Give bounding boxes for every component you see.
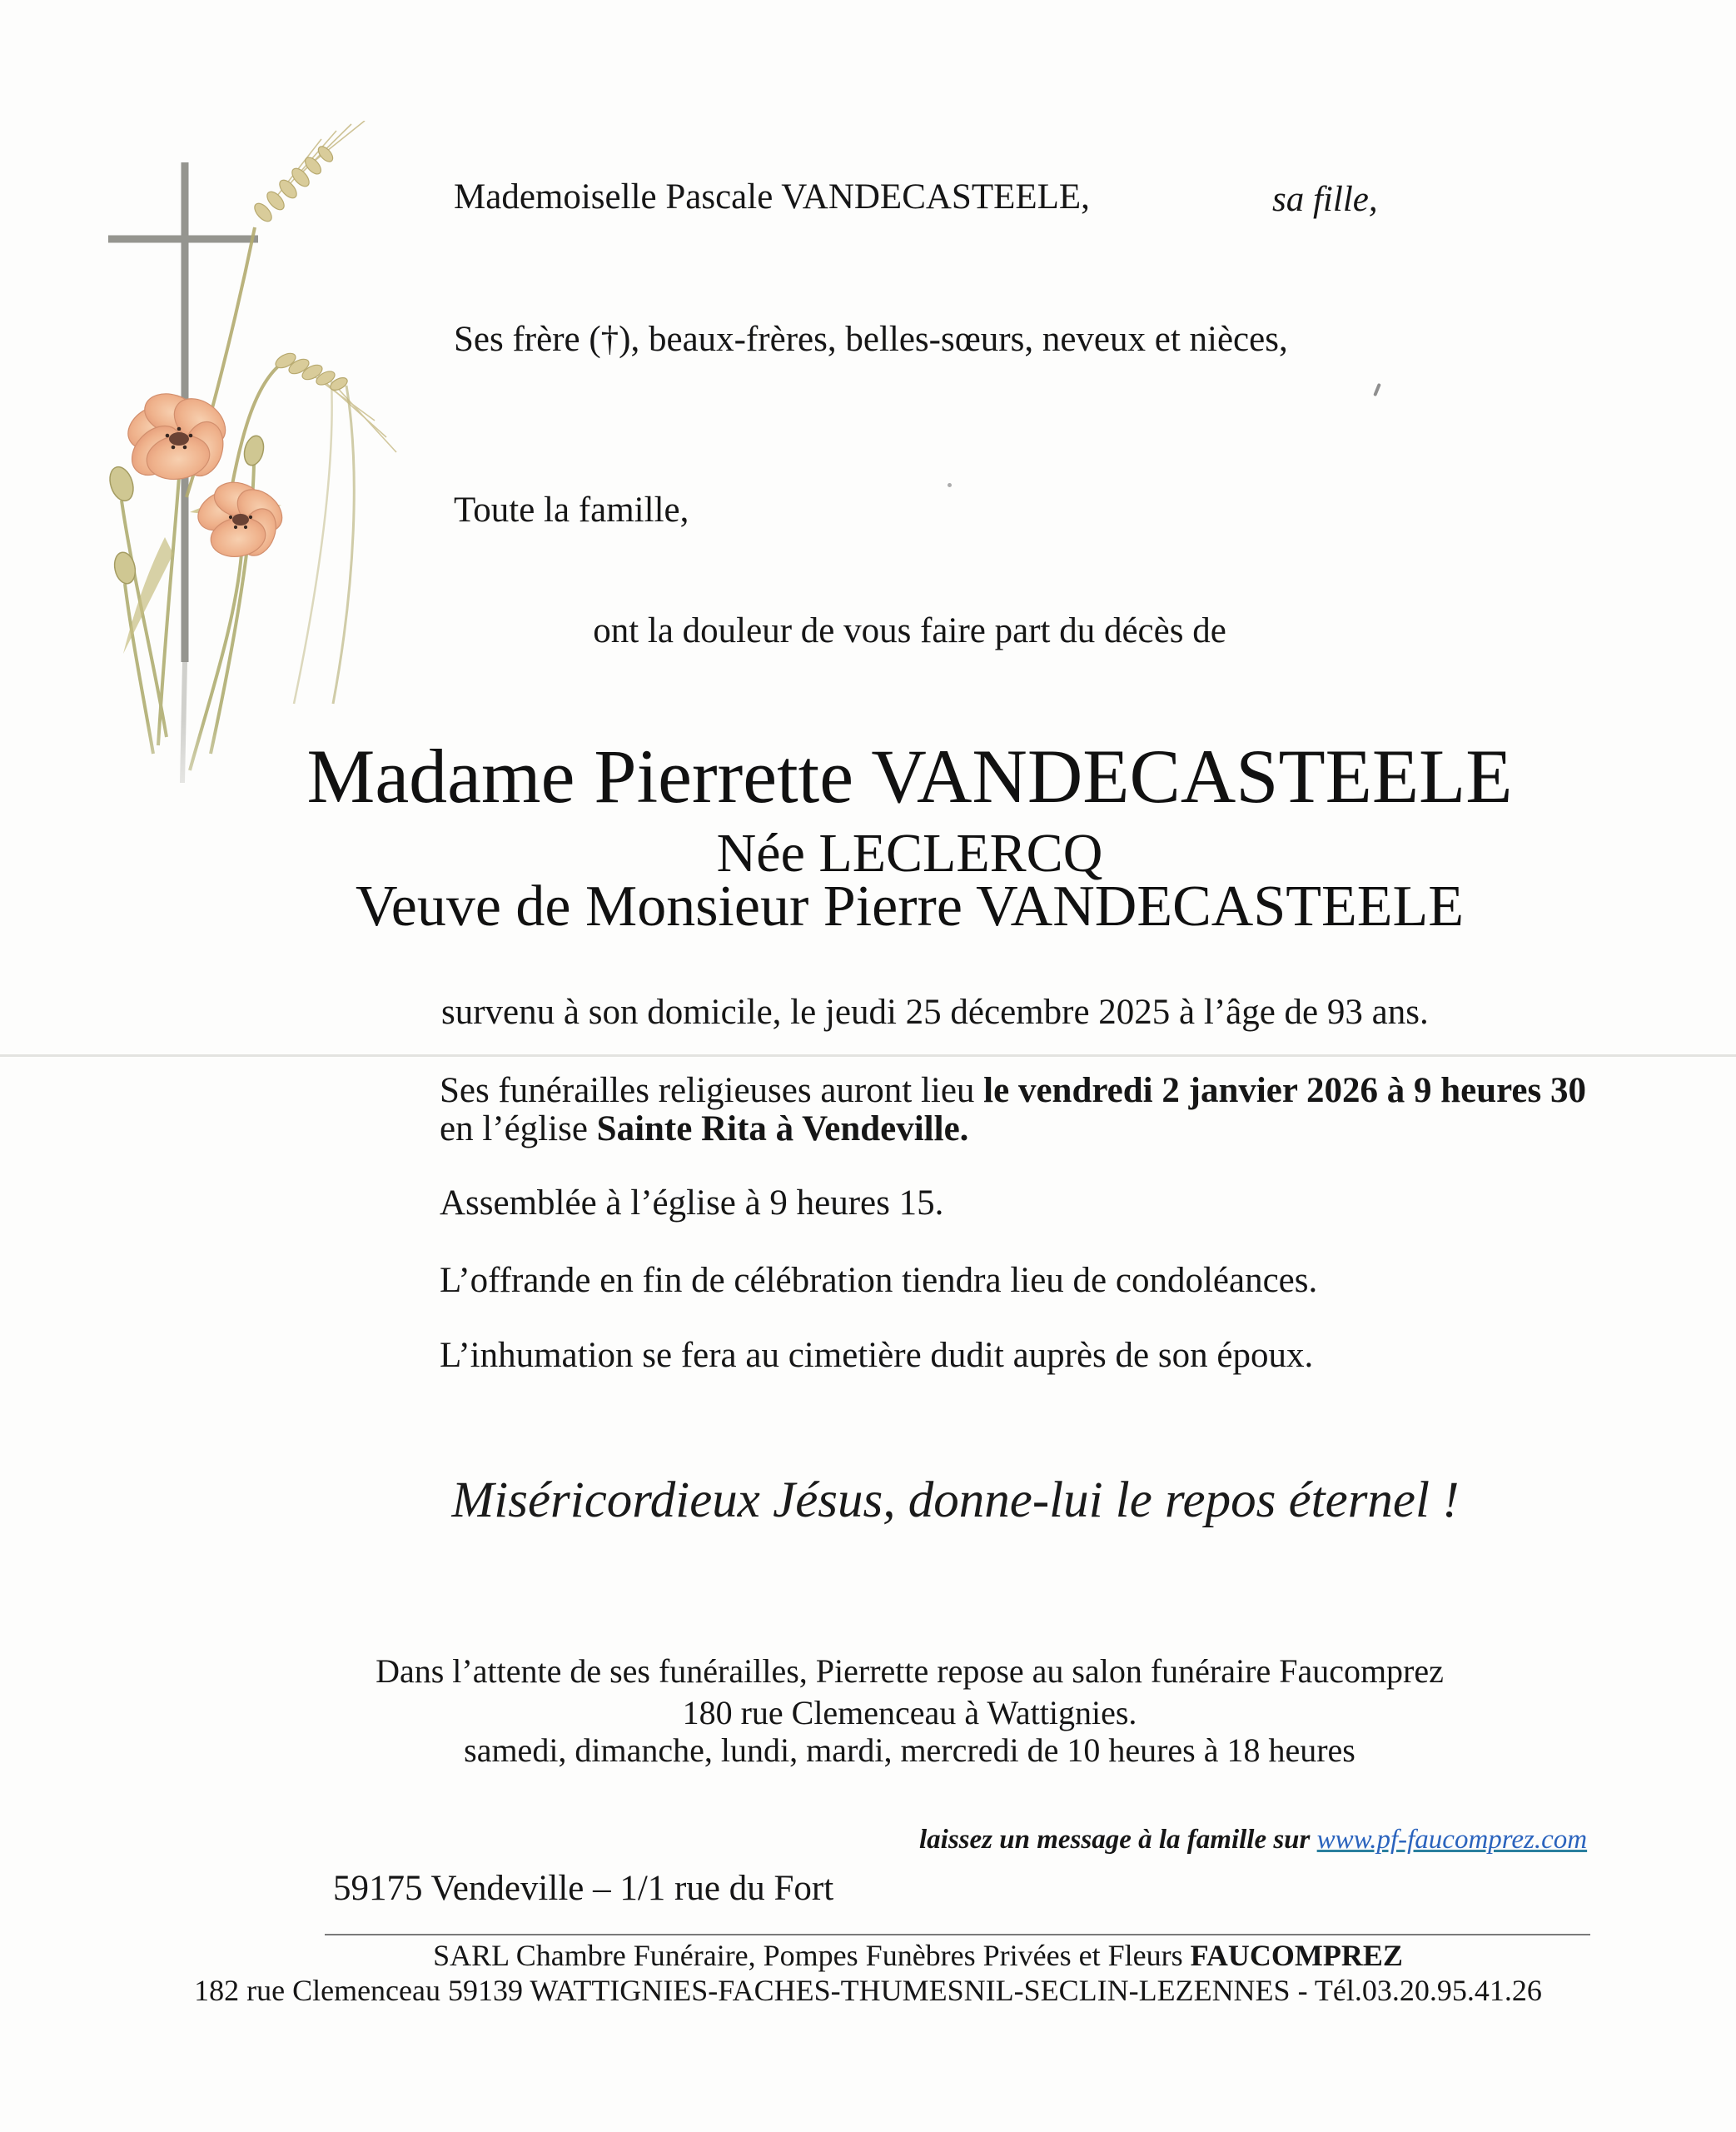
poppy-flower-icon [192,477,291,560]
family-message-link[interactable]: www.pf-faucomprez.com [1316,1825,1588,1855]
scan-fold-line [0,1054,1736,1057]
widow-line: Veuve de Monsieur Pierre VANDECASTEELE [355,874,1465,939]
announcement-line: ont la douleur de vous faire part du décès de [593,611,1226,650]
burial-line: L’inhumation se fera au cimetière dudit auprès de son époux. [440,1336,1314,1375]
repose-hours-line: samedi, dimanche, lundi, mardi, mercredi de 10 heures à 18 heures [464,1731,1355,1769]
footer-divider [325,1934,1590,1935]
death-details-line: survenu à son domicile, le jeudi 25 décembre 2025 à l’âge de 93 ans. [441,993,1429,1032]
vendeville-address-line: 59175 Vendeville – 1/1 rue du Fort [333,1869,834,1908]
siblings-line: Ses frère (†), beaux-frères, belles-sœurs, neveux et nièces, [454,320,1288,359]
offering-line: L’offrande en fin de célébration tiendra lieu de condoléances. [440,1261,1318,1300]
funeral-date-line [440,1072,1586,1109]
scan-artifact [948,483,952,487]
repose-address-line: 180 rue Clemenceau à Wattignies. [682,1694,1137,1731]
wheat-head-icon [251,121,365,224]
church-line [440,1110,968,1148]
prayer-line: Miséricordieux Jésus, donne-lui le repos éternel ! [451,1472,1460,1528]
deceased-name-title: Madame Pierrette VANDECASTEELE [306,734,1513,819]
online-message-text: laissez un message à la famille sur [919,1825,1317,1855]
maiden-name-line: Née LECLERCQ [716,823,1103,884]
repose-location-line: Dans l’attente de ses funérailles, Pierrette repose au salon funéraire Faucomprez [376,1652,1444,1690]
church-prefix: en l’église [440,1109,597,1148]
assembly-line: Assemblée à l’église à 9 heures 15. [440,1183,944,1223]
church-bold: Sainte Rita à Vendeville. [596,1109,969,1148]
online-message-line [919,1826,1587,1855]
funeral-home-description: SARL Chambre Funéraire, Pompes Funèbres Privées et Fleurs [433,1939,1191,1972]
daughter-name-line: Mademoiselle Pascale VANDECASTEELE, [454,177,1090,217]
funeral-home-name: FAUCOMPREZ [1190,1939,1403,1972]
family-line: Toute la famille, [454,491,689,530]
funeral-home-address-line: 182 rue Clemenceau 59139 WATTIGNIES-FACHES-THUMESNIL-SECLIN-LEZENNES - Tél.03.20.95.41.26 [194,1974,1542,2007]
wheat-head-icon [273,351,396,452]
daughter-relation-label: sa fille, [1272,180,1378,219]
funeral-date-prefix: Ses funérailles religieuses auront lieu [440,1071,984,1110]
scan-artifact [1373,383,1381,396]
funeral-home-line [92,1940,1736,1972]
poppy-flower-icon [121,387,235,485]
funeral-date-bold: le vendredi 2 janvier 2026 à 9 heures 30 [983,1071,1586,1110]
